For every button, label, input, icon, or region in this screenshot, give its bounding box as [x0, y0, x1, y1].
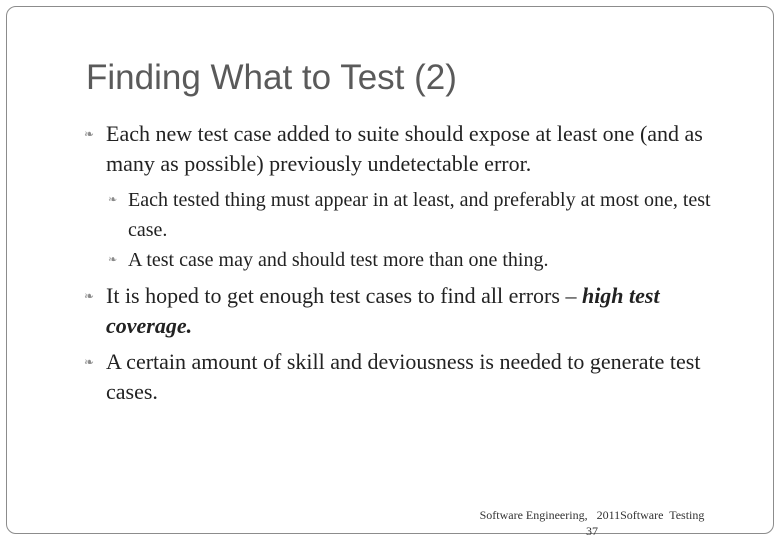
- sub-bullet-item: [84, 185, 744, 245]
- bullet-glyph-icon: ❧: [108, 253, 118, 266]
- bullet-text: It is hoped to get enough test cases to find all errors –: [106, 283, 582, 308]
- emphasis-text: high test coverage.: [106, 283, 660, 338]
- bullet-item: [84, 281, 744, 341]
- bullet-text: A certain amount of skill and deviousness is needed to generate test cases.: [106, 349, 701, 404]
- sub-bullet-item: [84, 245, 744, 275]
- bullet-item: [84, 119, 744, 179]
- slide-footer: [477, 507, 707, 539]
- bullet-item: [84, 347, 744, 407]
- page-number: 37: [586, 524, 598, 538]
- bullet-glyph-icon: ❧: [84, 289, 95, 303]
- bullet-glyph-icon: ❧: [84, 355, 95, 369]
- sub-bullet-text: Each tested thing must appear in at least, and preferably at most one, test case.: [128, 189, 711, 241]
- bullet-glyph-icon: ❧: [108, 193, 118, 206]
- bullet-text: Each new test case added to suite should expose at least one (and as many as possible) previously undetectable error.: [106, 121, 703, 176]
- sub-bullet-text: A test case may and should test more than one thing.: [128, 249, 549, 271]
- slide-body: [84, 119, 744, 407]
- footer-label: Software Engineering, 2011Software Testing: [479, 508, 705, 522]
- slide-title: Finding What to Test (2): [86, 58, 457, 97]
- bullet-glyph-icon: ❧: [84, 127, 95, 141]
